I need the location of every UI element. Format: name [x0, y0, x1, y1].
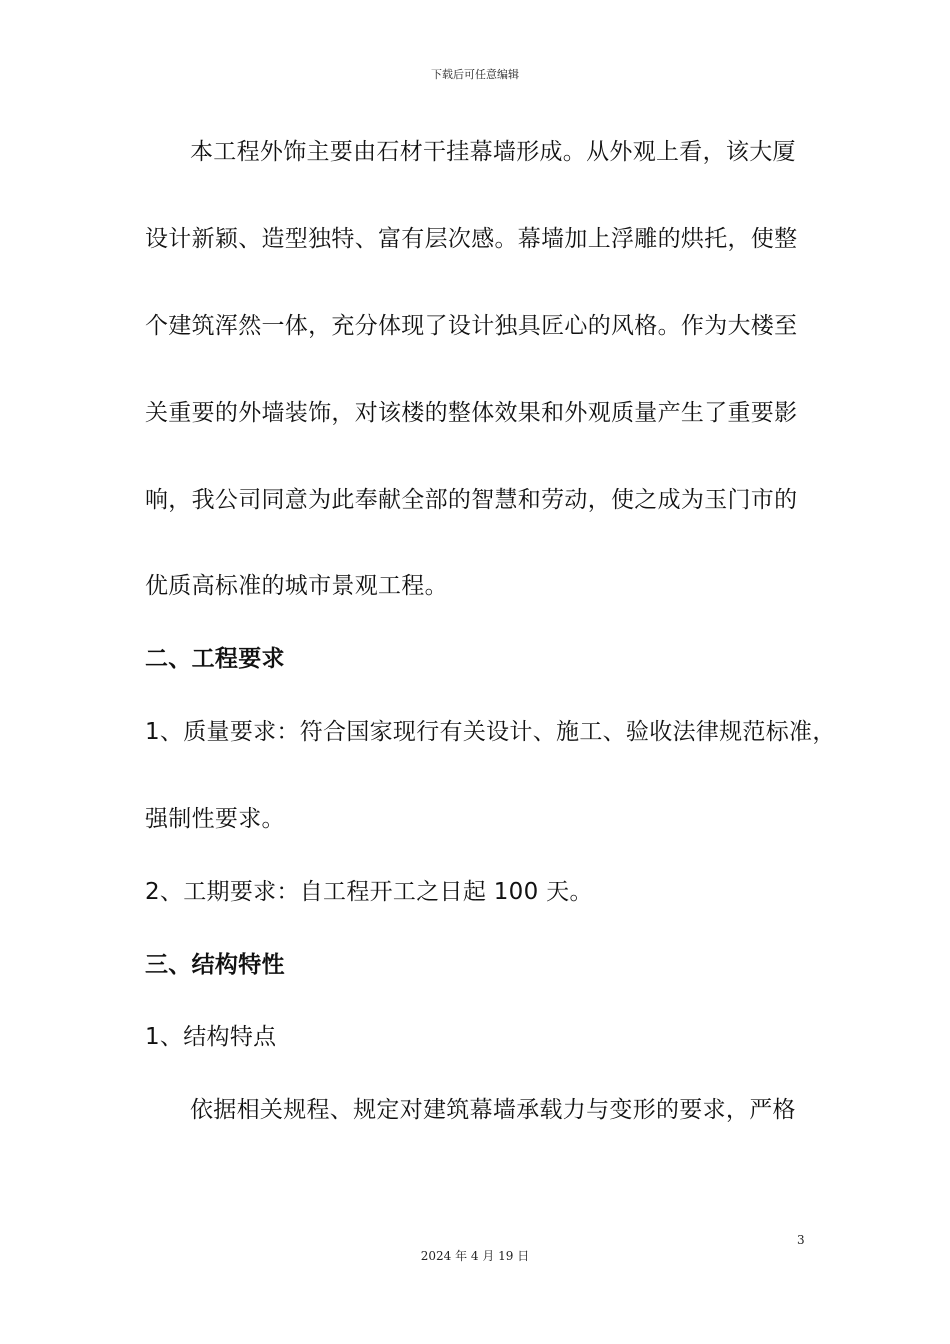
body-line: 依据相关规程、规定对建筑幕墙承载力与变形的要求，严格: [190, 1097, 796, 1123]
body-line: 个建筑浑然一体，充分体现了设计独具匠心的风格。作为大楼至: [145, 313, 798, 339]
footer-date: 2024 年 4 月 19 日: [420, 1249, 530, 1263]
body-line: 强制性要求。: [145, 806, 285, 832]
section-heading: 二、工程要求: [145, 646, 285, 672]
section-heading: 三、结构特性: [145, 952, 285, 978]
body-line: 关重要的外墙装饰，对该楼的整体效果和外观质量产生了重要影: [145, 400, 798, 426]
header-note: 下载后可任意编辑: [431, 68, 519, 81]
body-line: 本工程外饰主要由石材干挂幕墙形成。从外观上看，该大厦: [190, 139, 796, 165]
body-line: 优质高标准的城市景观工程。: [145, 573, 448, 599]
page-number: 3: [797, 1233, 805, 1247]
body-line: 设计新颖、造型独特、富有层次感。幕墙加上浮雕的烘托，使整: [145, 226, 798, 252]
subsection-heading: 1、结构特点: [145, 1024, 277, 1050]
body-line: 1、质量要求：符合国家现行有关设计、施工、验收法律规范标准，: [145, 719, 836, 745]
body-line: 响，我公司同意为此奉献全部的智慧和劳动，使之成为玉门市的: [145, 487, 798, 513]
body-line: 2、工期要求：自工程开工之日起 100 天。: [145, 879, 593, 905]
